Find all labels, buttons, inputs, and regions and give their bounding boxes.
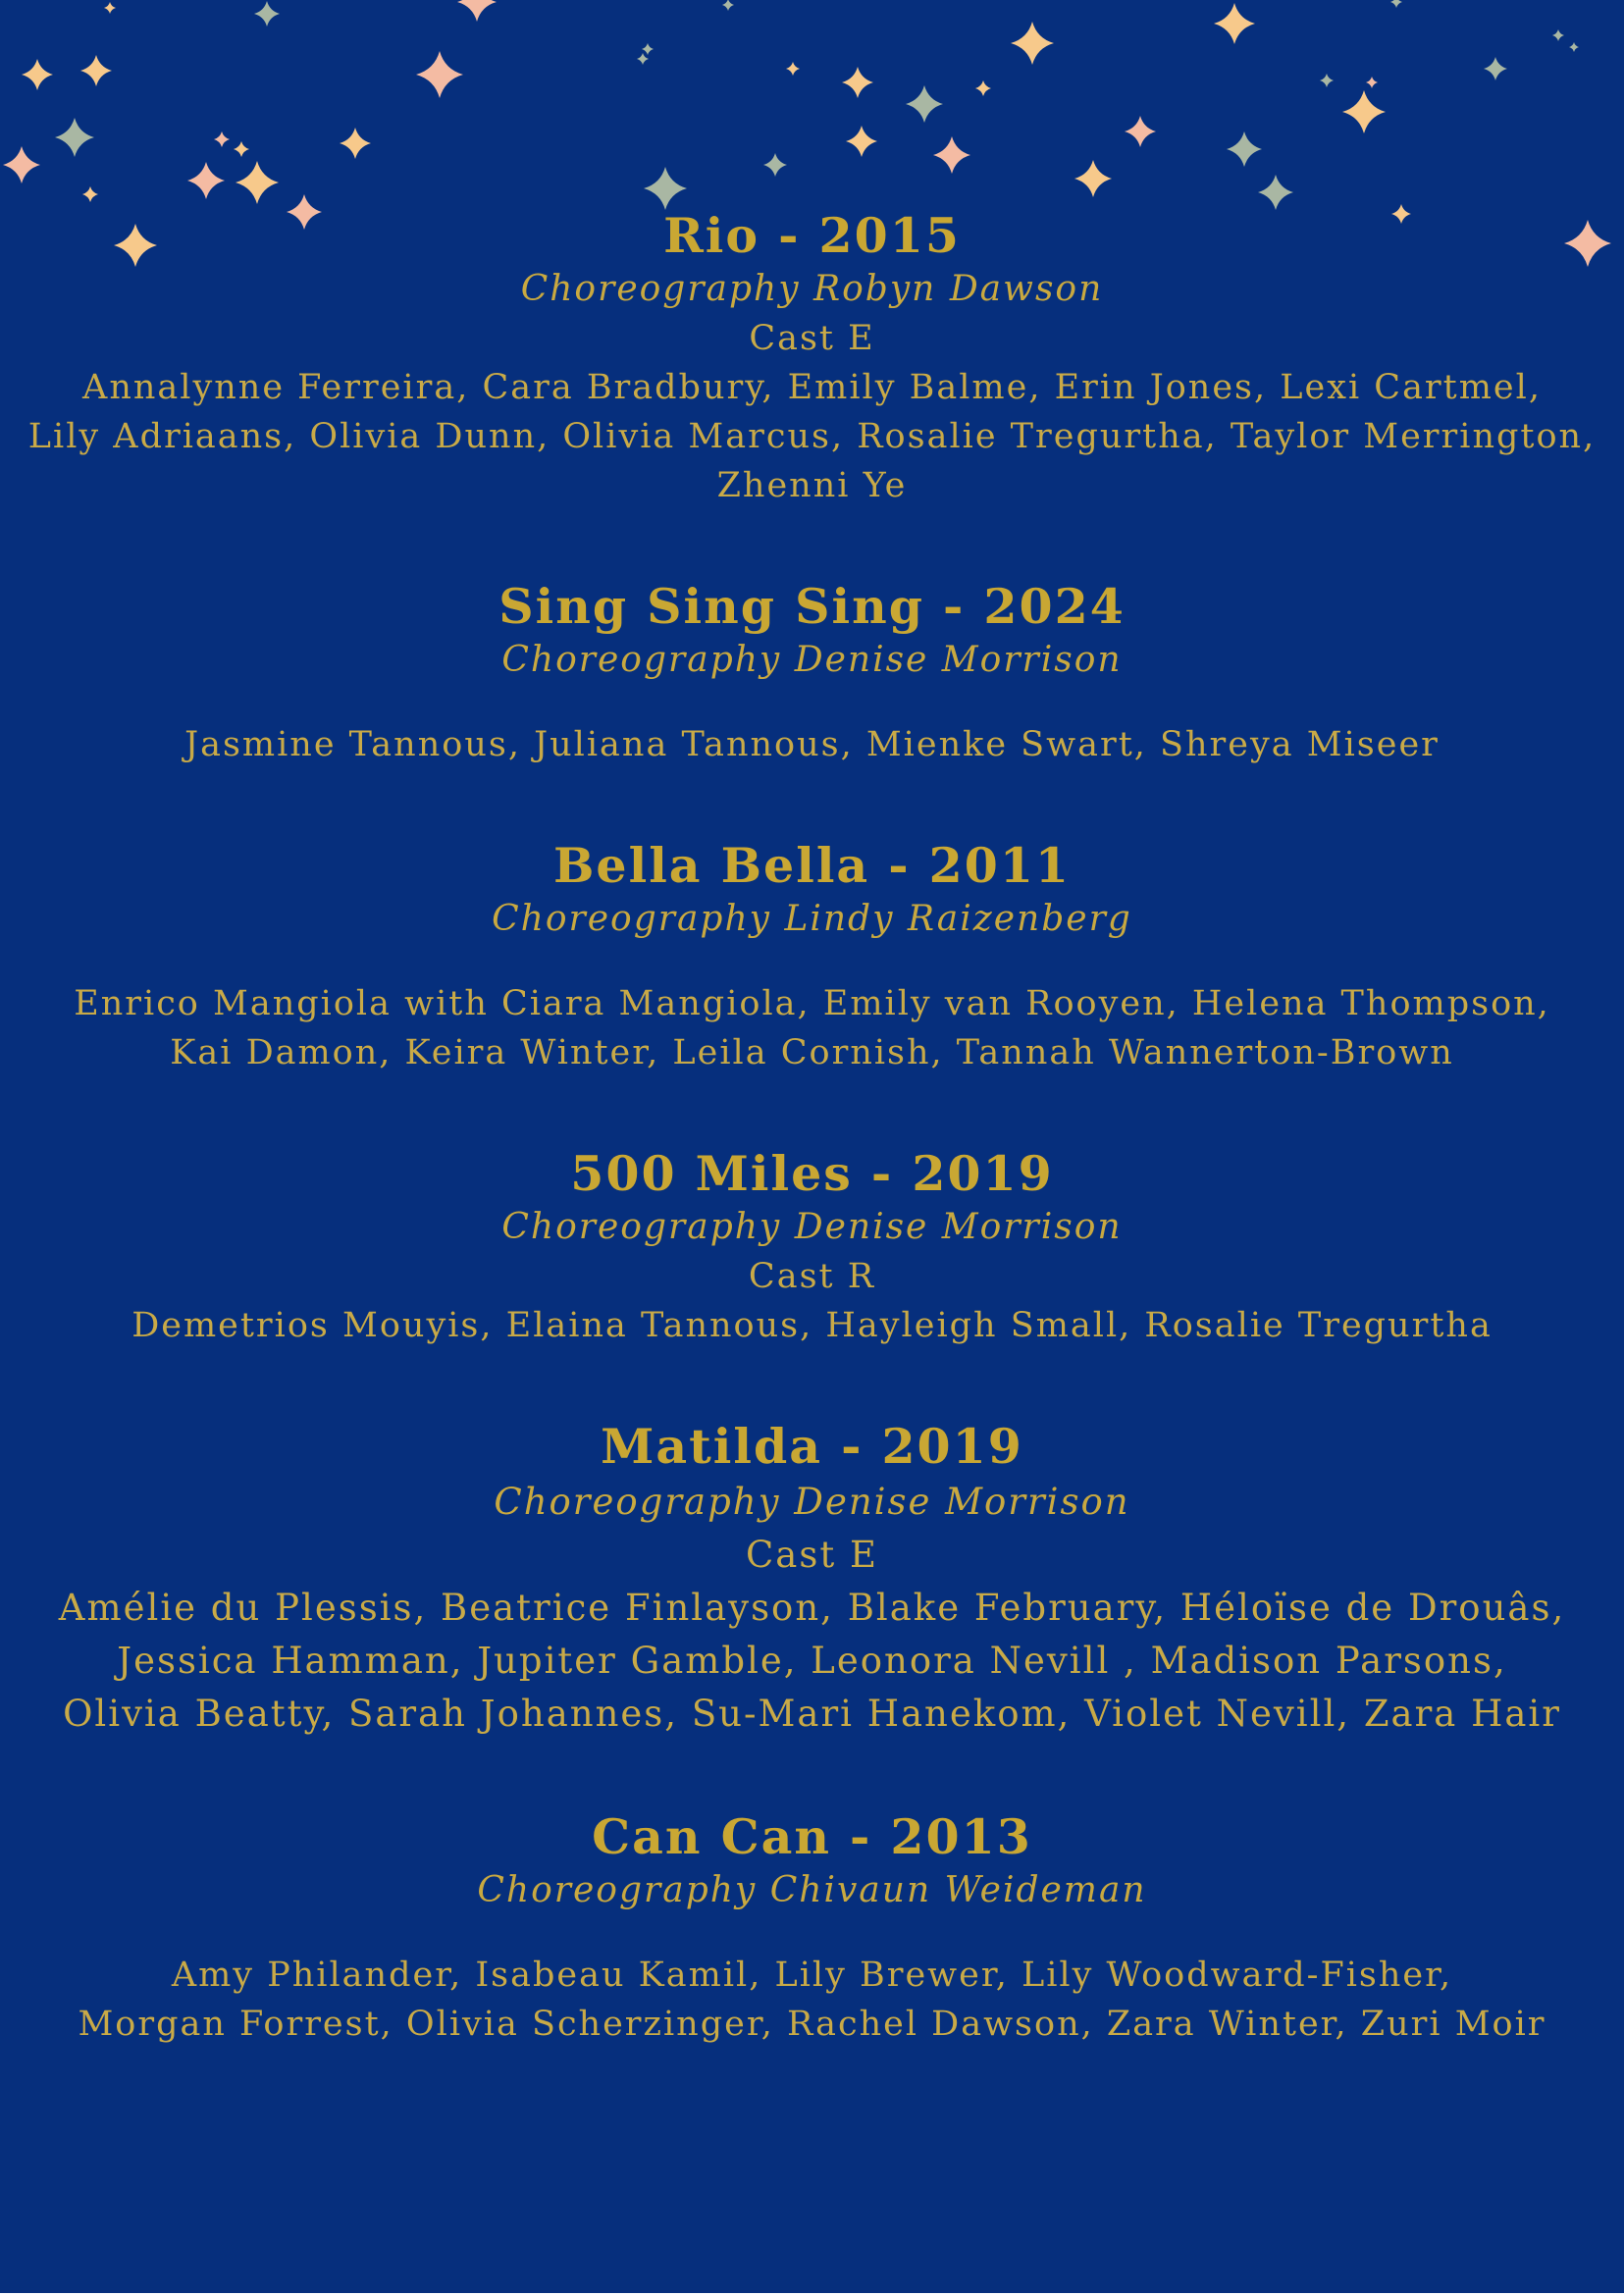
- star-icon: [104, 2, 116, 14]
- cast-label: [0, 944, 1624, 979]
- choreography-credit: Choreography Denise Morrison: [494, 1481, 1130, 1523]
- star-icon: [933, 136, 970, 174]
- star-icon: [214, 131, 230, 147]
- star-icon: [22, 59, 53, 90]
- star-icon: [1074, 160, 1112, 197]
- routine-section: [0, 206, 1624, 510]
- star-icon: [254, 1, 280, 26]
- routine-title: Rio - 2015: [663, 207, 961, 264]
- star-icon: [763, 153, 787, 177]
- routine-section: [0, 1417, 1624, 1741]
- cast-names: Demetrios Mouyis, Elaina Tannous, Hayleigh Small, Rosalie Tregurtha: [131, 1306, 1493, 1345]
- choreography-credit: Choreography Denise Morrison: [501, 640, 1123, 680]
- routine-title: Bella Bella - 2011: [552, 837, 1072, 894]
- cast-label: Cast E: [749, 319, 875, 358]
- cast-label: [0, 685, 1624, 720]
- choreography-credit: Choreography Denise Morrison: [501, 1207, 1123, 1247]
- star-icon: [1227, 131, 1262, 167]
- star-icon: [1366, 77, 1378, 88]
- star-icon: [55, 118, 94, 157]
- star-icon: [642, 43, 654, 55]
- star-icon: [80, 55, 112, 86]
- star-icon: [1484, 57, 1507, 80]
- routine-section: [0, 577, 1624, 769]
- cast-names: Amy Philander, Isabeau Kamil, Lily Brewer, Lily Woodward-Fisher, Morgan Forrest, Olivia Scherzinger, Rachel Dawson, Zara Winter, Zuri Moir: [78, 1956, 1546, 2044]
- star-icon: [1342, 90, 1386, 133]
- star-icon: [82, 186, 98, 202]
- star-icon: [416, 51, 463, 98]
- star-icon: [3, 146, 40, 183]
- routine-title: Sing Sing Sing - 2024: [498, 578, 1126, 635]
- routine-section: [0, 1807, 1624, 2049]
- routine-title: Can Can - 2013: [592, 1808, 1032, 1865]
- cast-names: Annalynne Ferreira, Cara Bradbury, Emily Balme, Erin Jones, Lexi Cartmel, Lily Adriaans, Olivia Dunn, Olivia Marcus, Rosalie Tregurtha, Taylor Merrington, Zhenni Ye: [27, 368, 1597, 505]
- star-icon: [722, 0, 734, 11]
- cast-names: Enrico Mangiola with Ciara Mangiola, Emily van Rooyen, Helena Thompson, Kai Damon, Keira Winter, Leila Cornish, Tannah Wannerton-Brown: [74, 984, 1550, 1072]
- star-icon: [1320, 74, 1334, 87]
- routine-title: Matilda - 2019: [601, 1418, 1023, 1475]
- routine-section: [0, 836, 1624, 1077]
- star-icon: [1258, 175, 1293, 210]
- cast-label: [0, 1915, 1624, 1951]
- star-icon: [1214, 3, 1255, 44]
- star-icon: [457, 0, 497, 22]
- routine-title: 500 Miles - 2019: [570, 1145, 1054, 1202]
- star-icon: [906, 85, 943, 123]
- choreography-credit: Choreography Robyn Dawson: [520, 269, 1104, 309]
- star-icon: [187, 162, 225, 199]
- star-icon: [236, 161, 279, 204]
- program-content: [0, 206, 1624, 2049]
- cast-label: Cast E: [746, 1534, 878, 1576]
- star-icon: [644, 167, 687, 210]
- cast-names: Amélie du Plessis, Beatrice Finlayson, Blake February, Héloïse de Drouâs, Jessica Hamman, Jupiter Gamble, Leonora Nevill , Madison Parsons, Olivia Beatty, Sarah Johannes, Su-Mari Hanekom, Violet Nevill, Zara Hair: [58, 1587, 1566, 1735]
- star-icon: [846, 126, 877, 157]
- choreography-credit: Choreography Lindy Raizenberg: [492, 899, 1132, 939]
- cast-label: Cast R: [748, 1257, 876, 1296]
- star-icon: [975, 80, 991, 96]
- choreography-credit: Choreography Chivaun Weideman: [477, 1870, 1147, 1910]
- cast-names: Jasmine Tannous, Juliana Tannous, Mienke Swart, Shreya Miseer: [184, 725, 1440, 764]
- star-icon: [340, 128, 371, 159]
- star-icon: [1569, 42, 1579, 52]
- star-icon: [1552, 29, 1564, 41]
- star-icon: [1011, 22, 1054, 65]
- star-icon: [637, 53, 649, 65]
- star-icon: [1125, 116, 1156, 147]
- star-icon: [1390, 0, 1402, 8]
- star-icon: [786, 62, 800, 76]
- star-icon: [842, 67, 873, 98]
- star-icon: [234, 141, 249, 157]
- routine-section: [0, 1144, 1624, 1350]
